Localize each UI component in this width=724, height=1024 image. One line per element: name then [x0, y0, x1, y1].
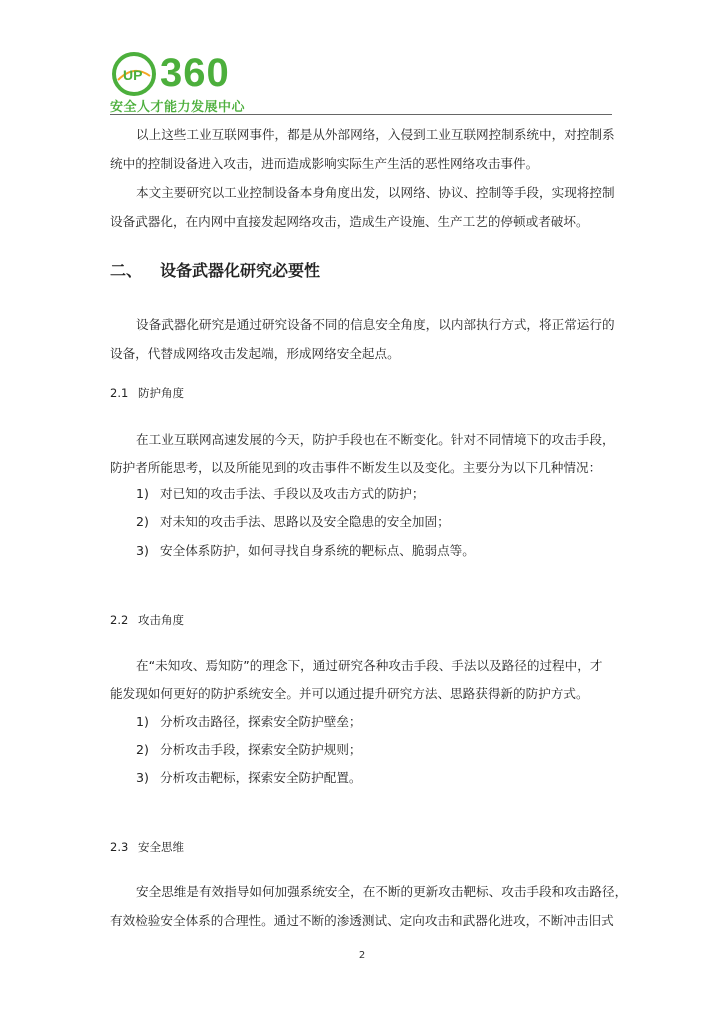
section-2-title: 设备武器化研究必要性: [160, 261, 321, 280]
s23-p-line1: 安全思维是有效指导如何加强系统安全，在不断的更新攻击靶标、攻击手段和攻击路径，: [136, 884, 628, 899]
subsection-2-2-title: 攻击角度: [138, 613, 184, 627]
intro-p2-line2: 设备武器化，在内网中直接发起网络攻击，造成生产设施、生产工艺的停顿或者破坏。: [110, 214, 589, 229]
list-item: 2) 对未知的攻击手法、思路以及安全隐患的安全加固；: [136, 514, 450, 529]
list-item: 3) 安全体系防护，如何寻找自身系统的靶标点、脆弱点等。: [136, 543, 475, 558]
header-divider: [110, 114, 612, 115]
intro-p1-line2: 统中的控制设备进入攻击，进而造成影响实际生产生活的恶性网络攻击事件。: [110, 156, 539, 171]
section-2-number: 二、: [110, 261, 143, 280]
section-2-p-line1: 设备武器化研究是通过研究设备不同的信息安全角度，以内部执行方式，将正常运行的: [136, 317, 615, 332]
s21-p-line2: 防护者所能思考，以及所能见到的攻击事件不断发生以及变化。主要分为以下几种情况：: [110, 460, 602, 475]
s22-p-line1: 在“未知攻、焉知防”的理念下，通过研究各种攻击手段、手法以及路径的过程中，才: [136, 658, 603, 673]
subsection-2-3-heading: [110, 839, 184, 855]
subsection-2-2-number: 2.2: [110, 613, 129, 627]
subsection-2-3-title: 安全思维: [138, 840, 184, 854]
list-item: 2) 分析攻击手段，探索安全防护规则；: [136, 742, 362, 757]
logo-number: 360: [160, 51, 230, 95]
list-item: 3) 分析攻击靶标，探索安全防护配置。: [136, 770, 362, 785]
s23-p-line2: 有效检验安全体系的合理性。通过不断的渗透测试、定向攻击和武器化进攻，不断冲击旧式: [110, 913, 614, 928]
intro-p1-line1: 以上这些工业互联网事件，都是从外部网络，入侵到工业互联网控制系统中，对控制系: [136, 127, 615, 142]
intro-p2-line1: 本文主要研究以工业控制设备本身角度出发，以网络、协议、控制等手段，实现将控制: [136, 185, 615, 200]
list-item: 1) 对已知的攻击手法、手段以及攻击方式的防护；: [136, 486, 425, 501]
subsection-2-1-title: 防护角度: [138, 386, 184, 400]
section-2-heading: [110, 258, 320, 281]
s22-p-line2: 能发现如何更好的防护系统安全。并可以通过提升研究方法、思路获得新的防护方式。: [110, 686, 589, 701]
s21-p-line1: 在工业互联网高速发展的今天，防护手段也在不断变化。针对不同情境下的攻击手段，: [136, 432, 615, 447]
logo-mark: UP: [123, 67, 143, 83]
section-2-p-line2: 设备，代替成网络攻击发起端，形成网络安全起点。: [110, 346, 400, 361]
subsection-2-3-number: 2.3: [110, 840, 129, 854]
subsection-2-1-number: 2.1: [110, 386, 129, 400]
subsection-2-2-heading: [110, 612, 184, 628]
logo-subtitle: 安全人才能力发展中心: [110, 100, 246, 115]
list-item: 1) 分析攻击路径，探索安全防护壁垒；: [136, 714, 362, 729]
page-number: 2: [358, 950, 366, 961]
subsection-2-1-heading: [110, 385, 184, 401]
